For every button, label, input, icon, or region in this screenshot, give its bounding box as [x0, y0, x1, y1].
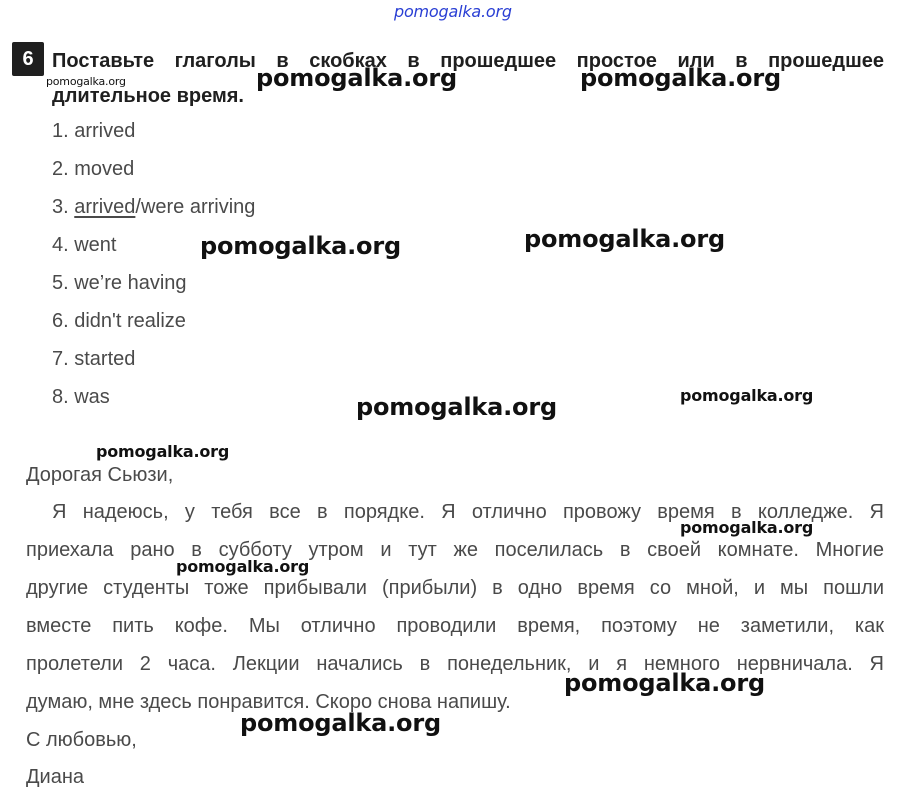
watermark-7: pomogalka.org [680, 386, 814, 405]
letter-line-4: вместе пить кофе. Мы отлично проводили время, поэтому не заметили, как [26, 615, 884, 637]
answer-item-1: 1. arrived [52, 120, 136, 142]
answer-item-3-underlined: arrived [74, 196, 136, 218]
letter-line-1: Я надеюсь, у тебя все в порядке. Я отлично провожу время в колледже. Я [52, 501, 884, 523]
watermark-11: pomogalka.org [564, 669, 765, 697]
answer-item-2: 2. moved [52, 158, 135, 180]
answer-item-5: 5. we’re having [52, 272, 187, 294]
letter-line-6: думаю, мне здесь понравится. Скоро снова напишу. [26, 691, 511, 713]
watermark-6: pomogalka.org [356, 393, 557, 421]
exercise-instruction-line1: Поставьте глаголы в скобках в прошедшее простое или в прошедшее [52, 50, 884, 72]
letter-line-3: другие студенты тоже прибывали (прибыли) в одно время со мной, и мы пошли [26, 577, 884, 599]
letter-signature: Диана [26, 766, 85, 788]
answer-item-4: 4. went [52, 234, 117, 256]
letter-line-2: приехала рано в субботу утром и тут же поселилась в своей комнате. Многие [26, 539, 884, 561]
watermark-top: pomogalka.org [394, 2, 512, 21]
watermark-4: pomogalka.org [200, 232, 401, 260]
watermark-5: pomogalka.org [524, 225, 725, 253]
answer-item-7: 7. started [52, 348, 136, 370]
letter-closing: С любовью, [26, 729, 137, 751]
letter-line-5: пролетели 2 часа. Лекции начались в понедельник, и я немного нервничала. Я [26, 653, 884, 675]
answer-item-8: 8. was [52, 386, 110, 408]
watermark-2: pomogalka.org [256, 64, 457, 92]
exercise-number-badge: 6 [12, 42, 44, 76]
answer-item-6: 6. didn't realize [52, 310, 186, 332]
watermark-8: pomogalka.org [96, 442, 230, 461]
watermark-9: pomogalka.org [680, 518, 814, 537]
watermark-small-1: pomogalka.org [46, 75, 126, 88]
watermark-10: pomogalka.org [176, 557, 310, 576]
answer-item-3-rest: /were arriving [135, 196, 256, 218]
exercise-instruction-line2: длительное время. [52, 85, 244, 107]
letter-greeting: Дорогая Сьюзи, [26, 464, 174, 486]
watermark-12: pomogalka.org [240, 709, 441, 737]
answer-item-3 [52, 196, 255, 219]
answer-item-3-prefix: 3. [52, 196, 75, 218]
watermark-3: pomogalka.org [580, 64, 781, 92]
